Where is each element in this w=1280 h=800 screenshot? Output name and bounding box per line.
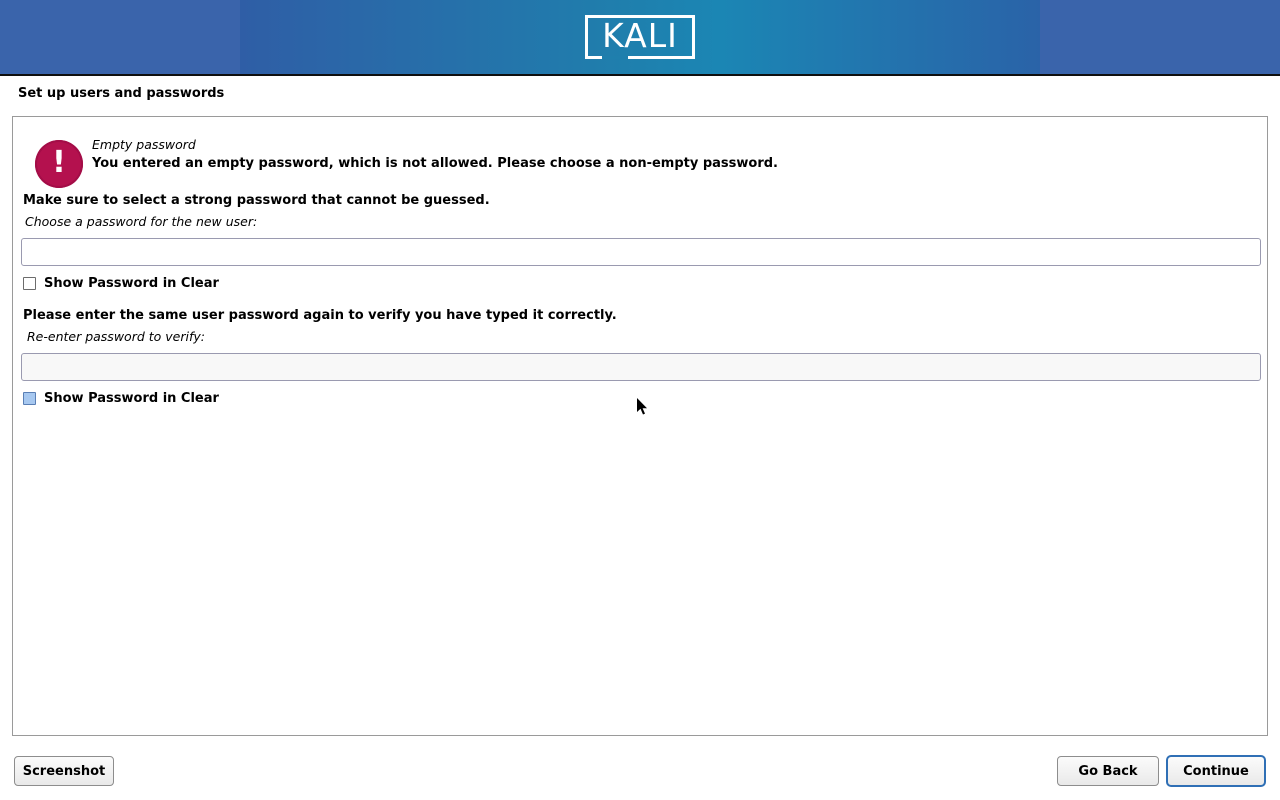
- continue-button[interactable]: Continue: [1166, 755, 1266, 787]
- main-panel: [12, 116, 1268, 736]
- error-exclamation-icon: [35, 140, 83, 188]
- show-password-2-row[interactable]: [23, 391, 219, 406]
- password-strength-hint: Make sure to select a strong password that cannot be guessed.: [23, 193, 490, 208]
- kali-logo: [0, 0, 1280, 74]
- error-message: You entered an empty password, which is not allowed. Please choose a non-empty password.: [92, 156, 778, 171]
- error-title: Empty password: [92, 137, 196, 152]
- verify-password-input-field[interactable]: [22, 354, 1260, 380]
- go-back-button[interactable]: Go Back: [1057, 756, 1159, 786]
- kali-logo-notch: [602, 56, 628, 59]
- show-password-2-label: Show Password in Clear: [44, 391, 219, 406]
- screenshot-button[interactable]: Screenshot: [14, 756, 114, 786]
- verify-hint: Please enter the same user password again to verify you have typed it correctly.: [23, 308, 617, 323]
- kali-banner: [0, 0, 1280, 74]
- exclamation-glyph: !: [52, 145, 66, 180]
- kali-logo-box: [585, 15, 695, 60]
- kali-logo-text: KALI: [602, 15, 678, 55]
- show-password-1-checkbox[interactable]: [23, 277, 36, 290]
- show-password-1-label: Show Password in Clear: [44, 276, 219, 291]
- show-password-1-row[interactable]: [23, 276, 219, 291]
- password-input-field[interactable]: [22, 239, 1260, 265]
- password-input[interactable]: [21, 238, 1261, 266]
- page-title: Set up users and passwords: [18, 86, 225, 101]
- password-field-label: Choose a password for the new user:: [25, 214, 258, 229]
- error-alert: [23, 127, 1253, 189]
- verify-password-input[interactable]: [21, 353, 1261, 381]
- show-password-2-checkbox[interactable]: [23, 392, 36, 405]
- banner-divider: [0, 74, 1280, 76]
- verify-field-label: Re-enter password to verify:: [27, 329, 205, 344]
